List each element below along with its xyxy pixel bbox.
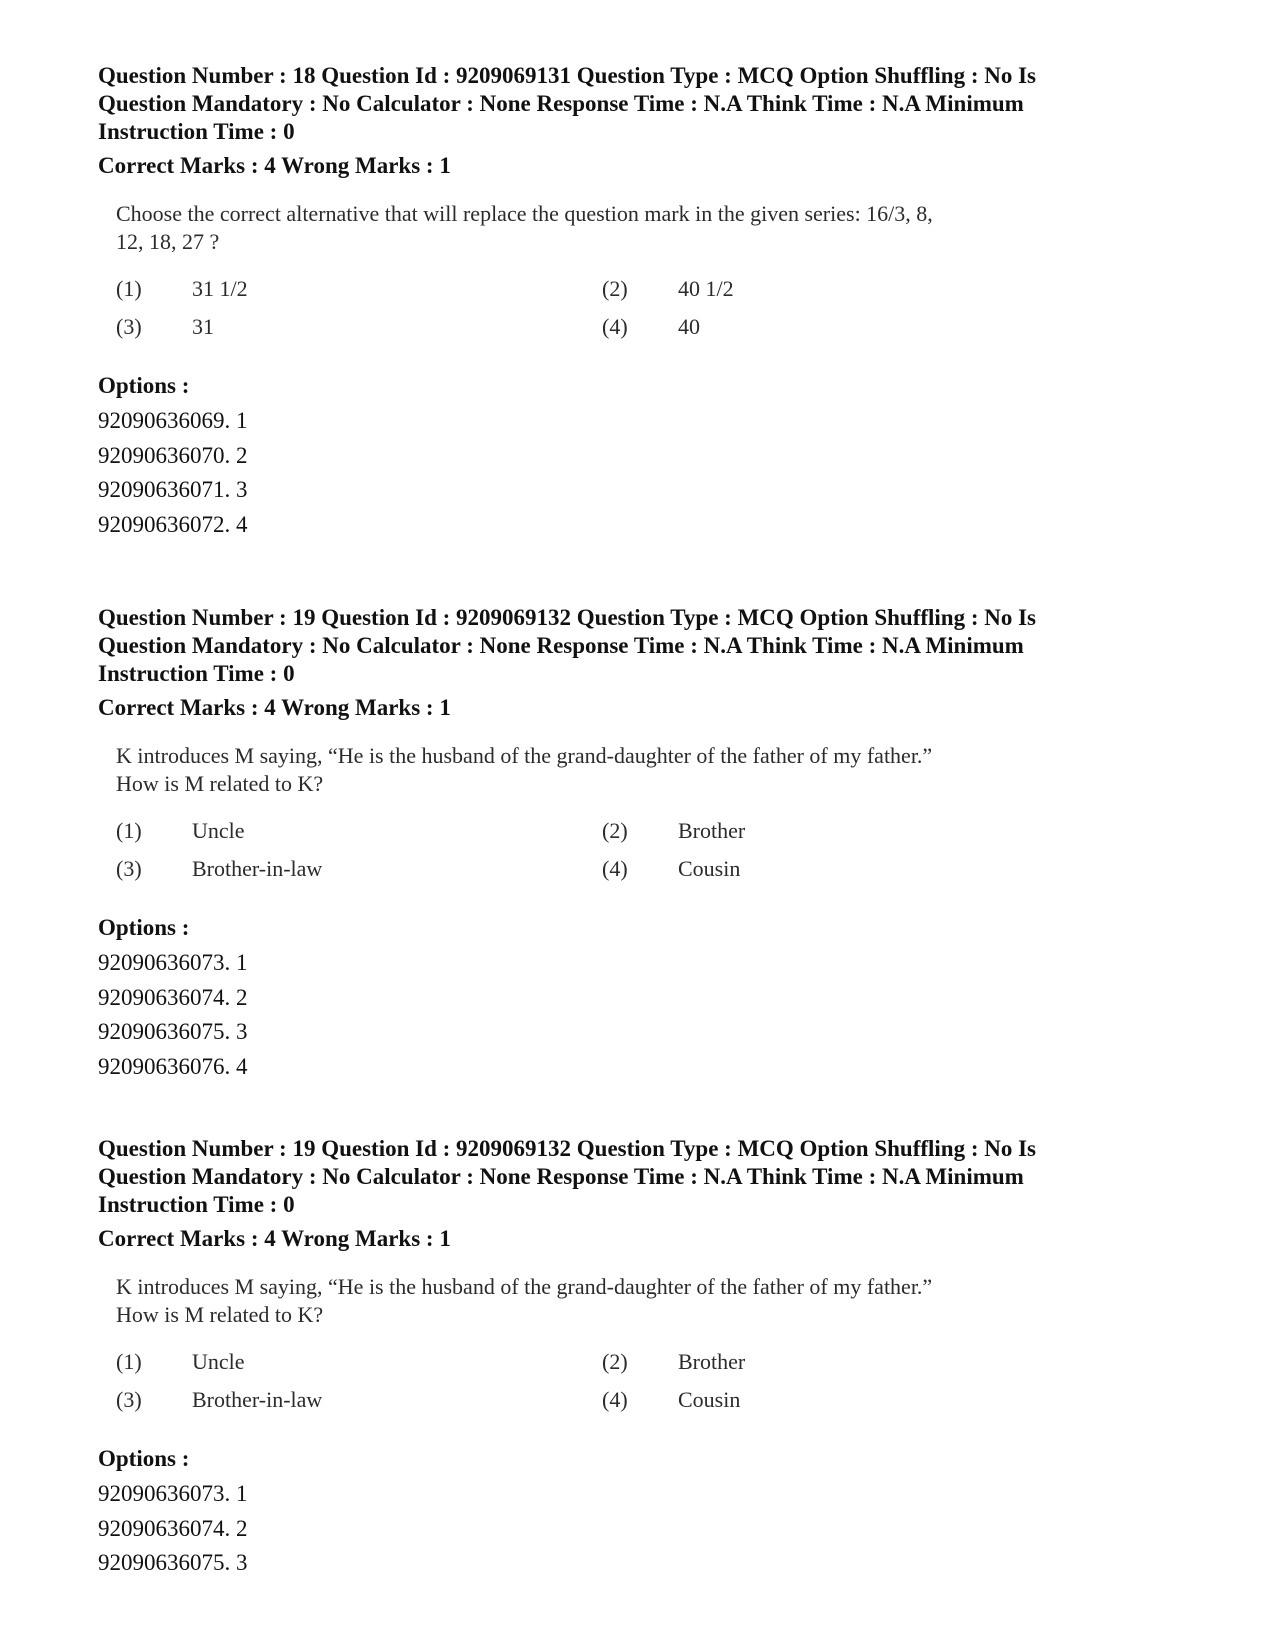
options-title: Options : bbox=[98, 915, 190, 940]
choice-text: 40 bbox=[678, 314, 700, 339]
question-header-line: Question Mandatory : No Calculator : None Response Time : N.A Think Time : N.A Minimum bbox=[98, 633, 1024, 658]
question-header bbox=[98, 62, 1188, 146]
answer-choice bbox=[116, 276, 602, 304]
choice-text: Brother-in-law bbox=[192, 856, 323, 881]
choice-number: (2) bbox=[602, 276, 628, 301]
option-id-item: 92090636071. 3 bbox=[98, 477, 248, 502]
marks-line: Correct Marks : 4 Wrong Marks : 1 bbox=[98, 1226, 451, 1251]
choice-text: Cousin bbox=[678, 856, 741, 881]
options-list bbox=[98, 404, 1188, 542]
choice-number: (3) bbox=[116, 1387, 142, 1412]
question-text-line: 12, 18, 27 ? bbox=[116, 229, 220, 254]
options-list bbox=[98, 1477, 1188, 1581]
answer-choice bbox=[602, 314, 1088, 342]
choice-text: 31 1/2 bbox=[192, 276, 248, 301]
question-header-line: Instruction Time : 0 bbox=[98, 661, 295, 686]
question-text-line: K introduces M saying, “He is the husband of the grand-daughter of the father of my father.” bbox=[116, 743, 933, 768]
question-text-line: K introduces M saying, “He is the husband of the grand-daughter of the father of my father.” bbox=[116, 1274, 933, 1299]
choice-text: Uncle bbox=[192, 818, 245, 843]
question-header-line: Instruction Time : 0 bbox=[98, 1192, 295, 1217]
choice-number: (2) bbox=[602, 1349, 628, 1374]
question-text bbox=[116, 742, 1176, 798]
choice-number: (3) bbox=[116, 856, 142, 881]
answer-choices bbox=[116, 276, 1188, 342]
choice-number: (4) bbox=[602, 856, 628, 881]
option-id-item: 92090636073. 1 bbox=[98, 1481, 248, 1506]
question-text bbox=[116, 200, 1176, 256]
question-header-line: Question Mandatory : No Calculator : None Response Time : N.A Think Time : N.A Minimum bbox=[98, 91, 1024, 116]
option-id-item: 92090636070. 2 bbox=[98, 442, 248, 468]
options-list bbox=[98, 946, 1188, 1084]
question-image bbox=[116, 1273, 1188, 1415]
question-header bbox=[98, 604, 1188, 688]
choice-number: (4) bbox=[602, 1387, 628, 1412]
option-id-item: 92090636069. 1 bbox=[98, 408, 248, 433]
choice-number: (1) bbox=[116, 818, 142, 843]
question-block bbox=[98, 62, 1188, 542]
question-header-line: Question Number : 19 Question Id : 9209069132 Question Type : MCQ Option Shuffling : No Is bbox=[98, 1136, 1037, 1161]
question-header-line: Question Number : 18 Question Id : 9209069131 Question Type : MCQ Option Shuffling : No Is bbox=[98, 63, 1037, 88]
question-text-line: How is M related to K? bbox=[116, 1302, 324, 1327]
question-text-line: How is M related to K? bbox=[116, 771, 324, 796]
choice-number: (1) bbox=[116, 276, 142, 301]
option-id-item: 92090636075. 3 bbox=[98, 1550, 248, 1575]
choice-text: Brother bbox=[678, 818, 746, 843]
choice-text: 31 bbox=[192, 314, 214, 339]
option-id-item: 92090636072. 4 bbox=[98, 511, 248, 537]
choice-number: (1) bbox=[116, 1349, 142, 1374]
option-id-item: 92090636073. 1 bbox=[98, 950, 248, 975]
answer-choice bbox=[602, 276, 1088, 304]
answer-choice bbox=[116, 314, 602, 342]
answer-choices bbox=[116, 818, 1188, 884]
question-text bbox=[116, 1273, 1176, 1329]
question-header-line: Instruction Time : 0 bbox=[98, 119, 295, 144]
choice-text: 40 1/2 bbox=[678, 276, 734, 301]
question-header-line: Question Number : 19 Question Id : 9209069132 Question Type : MCQ Option Shuffling : No Is bbox=[98, 605, 1037, 630]
choice-text: Brother-in-law bbox=[192, 1387, 323, 1412]
options-title: Options : bbox=[98, 1446, 190, 1471]
option-id-item: 92090636074. 2 bbox=[98, 1515, 248, 1541]
choice-text: Uncle bbox=[192, 1349, 245, 1374]
answer-choice bbox=[602, 818, 1088, 846]
answer-choice bbox=[116, 1387, 602, 1415]
option-id-item: 92090636076. 4 bbox=[98, 1053, 248, 1079]
question-image bbox=[116, 742, 1188, 884]
choice-number: (4) bbox=[602, 314, 628, 339]
options-title: Options : bbox=[98, 373, 190, 398]
question-header bbox=[98, 1135, 1188, 1219]
answer-choice bbox=[116, 818, 602, 846]
answer-choice bbox=[602, 1387, 1088, 1415]
answer-choice bbox=[602, 1349, 1088, 1377]
answer-choice bbox=[602, 856, 1088, 884]
question-header-line: Question Mandatory : No Calculator : None Response Time : N.A Think Time : N.A Minimum bbox=[98, 1164, 1024, 1189]
option-id-item: 92090636074. 2 bbox=[98, 984, 248, 1010]
answer-choice bbox=[116, 1349, 602, 1377]
question-block bbox=[98, 604, 1188, 1084]
marks-line: Correct Marks : 4 Wrong Marks : 1 bbox=[98, 695, 451, 720]
option-id-item: 92090636075. 3 bbox=[98, 1019, 248, 1044]
question-text-line: Choose the correct alternative that will replace the question mark in the given series: 16/3, 8, bbox=[116, 201, 933, 226]
choice-number: (2) bbox=[602, 818, 628, 843]
answer-choices bbox=[116, 1349, 1188, 1415]
question-image bbox=[116, 200, 1188, 342]
choice-number: (3) bbox=[116, 314, 142, 339]
choice-text: Cousin bbox=[678, 1387, 741, 1412]
question-block bbox=[98, 1135, 1188, 1581]
choice-text: Brother bbox=[678, 1349, 746, 1374]
marks-line: Correct Marks : 4 Wrong Marks : 1 bbox=[98, 153, 451, 178]
answer-choice bbox=[116, 856, 602, 884]
